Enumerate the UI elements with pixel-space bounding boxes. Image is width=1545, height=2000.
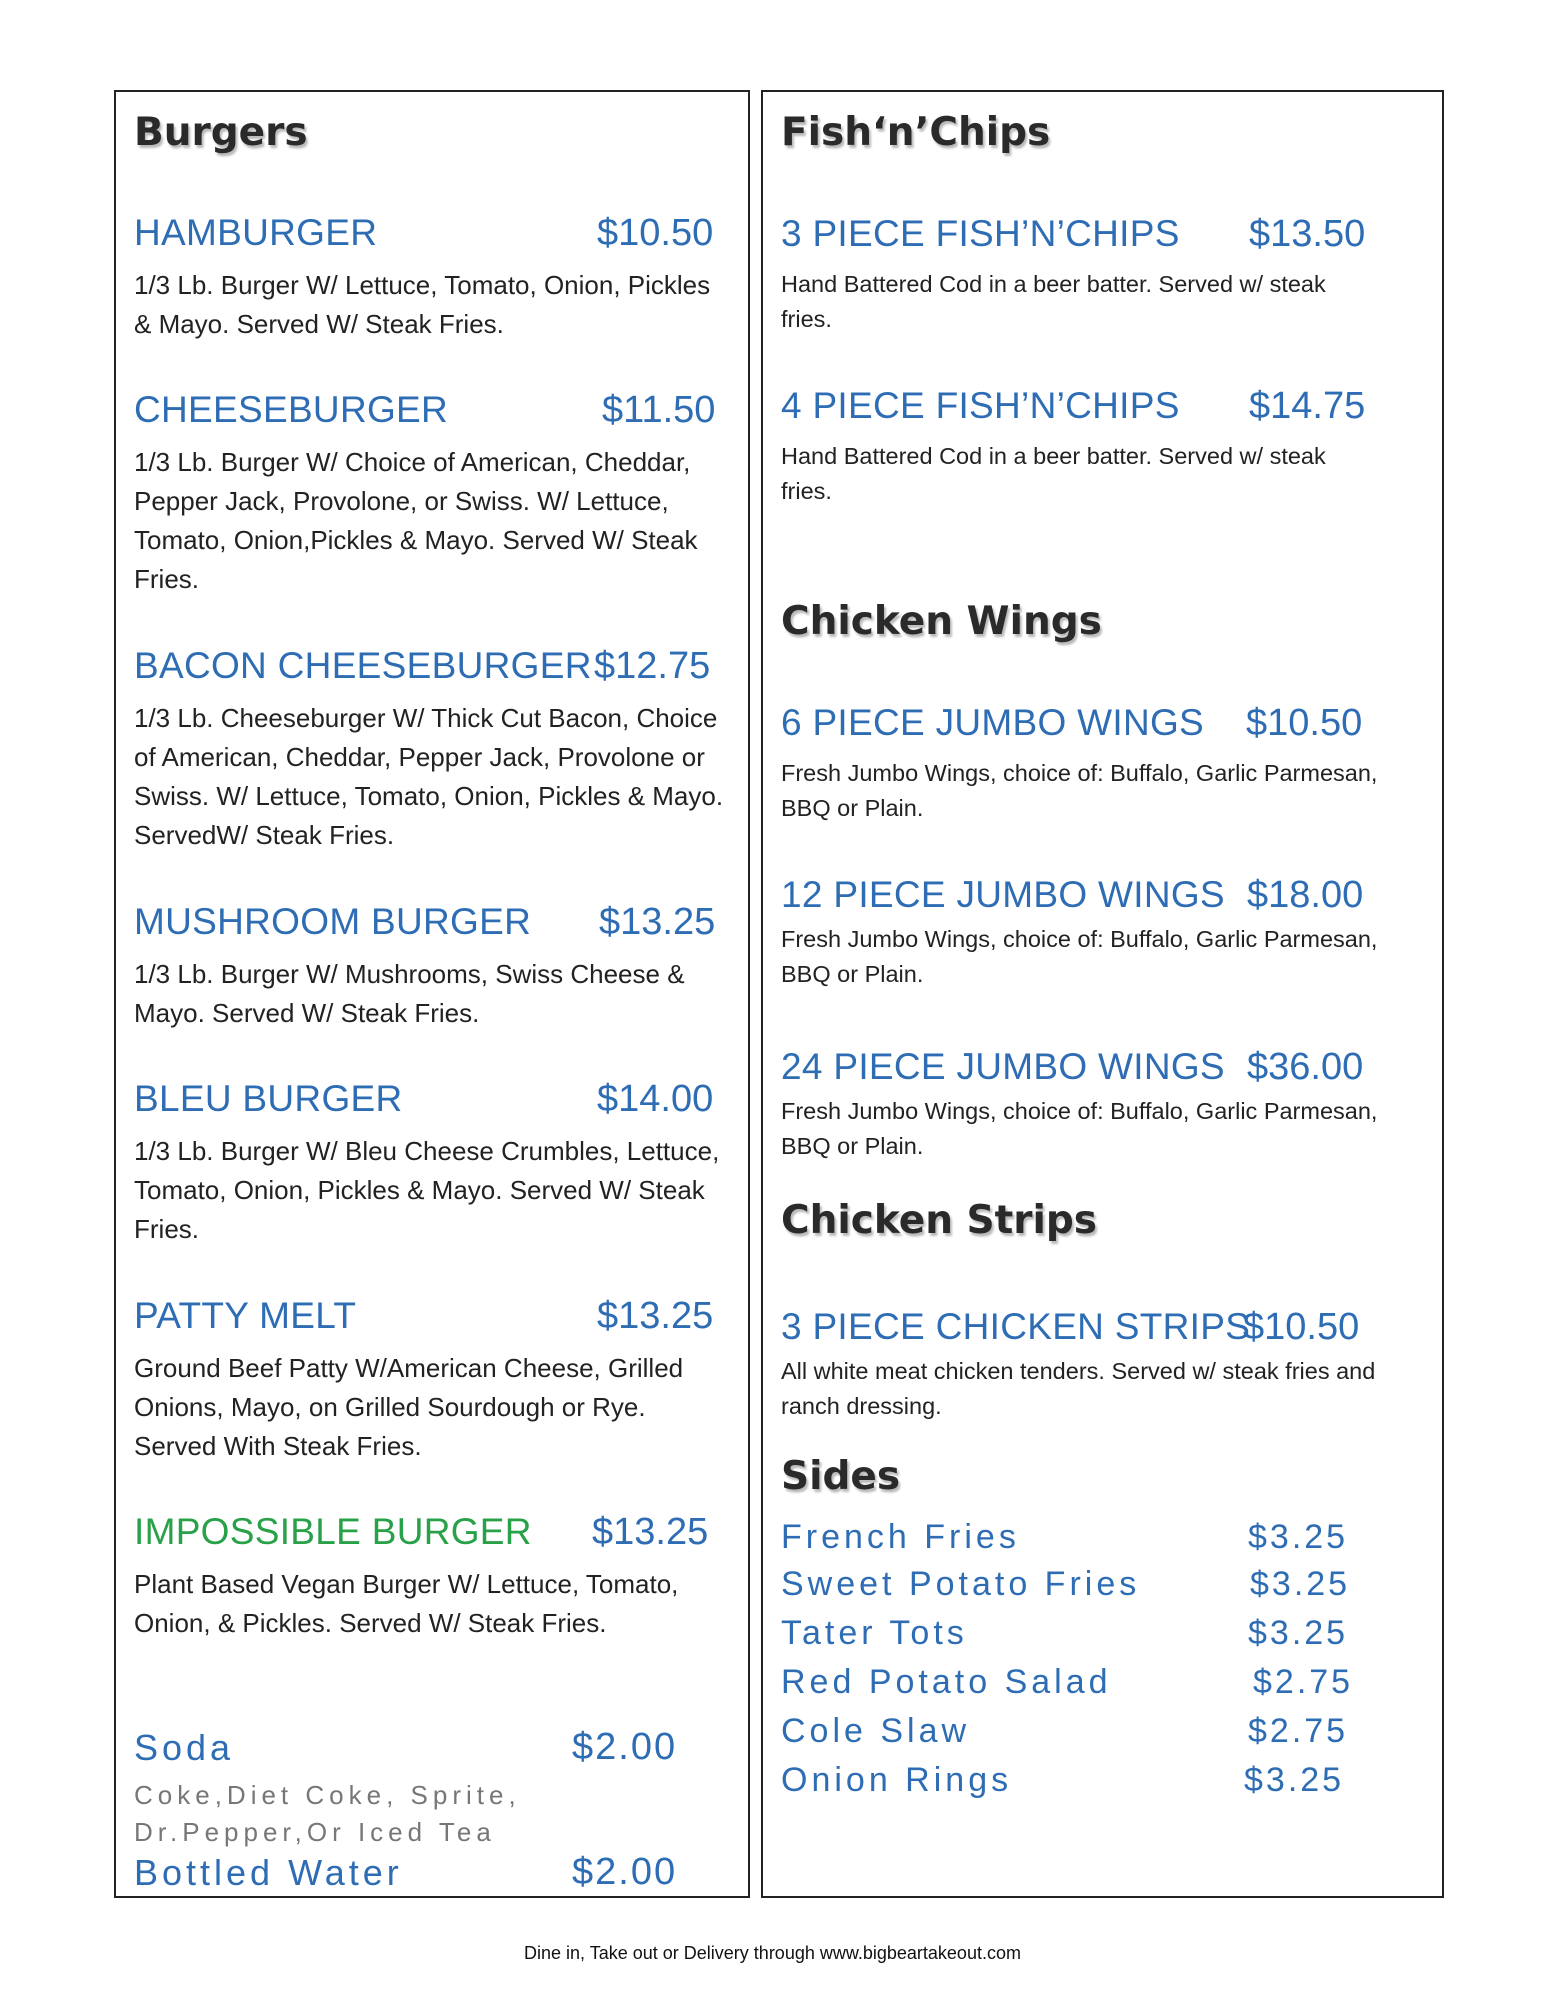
item-price: $36.00 [1247, 1046, 1364, 1088]
menu-item-mushroom-burger [134, 901, 734, 1033]
section-title-sides: Sides [781, 1454, 901, 1499]
right-menu-panel [761, 90, 1444, 1898]
item-price: $14.00 [597, 1078, 714, 1120]
section-title-chicken-wings: Chicken Wings [781, 599, 1102, 644]
item-description: Plant Based Vegan Burger W/ Lettuce, Tomato, Onion, & Pickles. Served W/ Steak Fries. [134, 1569, 679, 1638]
item-description: Ground Beef Patty W/American Cheese, Grilled Onions, Mayo, on Grilled Sourdough or Rye. Served With Steak Fries. [134, 1353, 684, 1461]
side-name: French Fries [781, 1518, 1020, 1556]
menu-item-6-piece-wings [781, 702, 1428, 826]
item-price: $11.50 [602, 389, 716, 431]
side-name: Sweet Potato Fries [781, 1565, 1141, 1603]
item-name: MUSHROOM BURGER [134, 901, 532, 942]
item-price: $13.50 [1249, 213, 1366, 255]
section-title-burgers: Burgers [134, 110, 308, 155]
item-description: 1/3 Lb. Burger W/ Bleu Cheese Crumbles, Lettuce, Tomato, Onion, Pickles & Mayo. Served W/ Steak Fries. [134, 1136, 720, 1244]
side-name: Red Potato Salad [781, 1663, 1112, 1701]
item-description: All white meat chicken tenders. Served w/ steak fries and ranch dressing. [781, 1358, 1376, 1419]
item-name: 3 PIECE CHICKEN STRIPS [781, 1306, 1251, 1347]
item-price: $18.00 [1247, 874, 1364, 916]
drink-price-soda: $2.00 [572, 1726, 678, 1768]
item-name: PATTY MELT [134, 1295, 357, 1336]
menu-item-bleu-burger [134, 1078, 734, 1249]
item-name: HAMBURGER [134, 212, 378, 253]
side-name: Onion Rings [781, 1761, 1013, 1799]
menu-item-4-piece-fish [781, 385, 1428, 509]
item-description: 1/3 Lb. Cheeseburger W/ Thick Cut Bacon, Choice of American, Cheddar, Pepper Jack, Provolone or Swiss. W/ Lettuce, Tomato, Onion, Pickles & Mayo. ServedW/ Steak Fries. [134, 703, 724, 850]
menu-item-cheeseburger [134, 389, 734, 599]
drink-description: Coke,Diet Coke, Sprite, [134, 1780, 521, 1810]
item-price: $10.50 [1246, 702, 1363, 744]
item-name: BACON CHEESEBURGER [134, 645, 592, 686]
menu-item-hamburger [134, 212, 734, 344]
item-price: $12.75 [594, 645, 711, 687]
item-name: 24 PIECE JUMBO WINGS [781, 1046, 1225, 1087]
side-price: $3.25 [1244, 1761, 1345, 1799]
item-name: 4 PIECE FISH’N’CHIPS [781, 385, 1180, 426]
section-title-fish-n-chips: Fish‘n’Chips [781, 110, 1051, 155]
drink-name-bottled-water: Bottled Water [134, 1852, 403, 1893]
drink-description: Dr.Pepper,Or Iced Tea [134, 1817, 496, 1847]
menu-item-bacon-cheeseburger [134, 645, 734, 855]
side-price: $3.25 [1248, 1614, 1349, 1652]
menu-item-12-piece-wings [781, 874, 1428, 992]
item-description: Fresh Jumbo Wings, choice of: Buffalo, Garlic Parmesan, BBQ or Plain. [781, 1098, 1378, 1159]
side-price: $3.25 [1250, 1565, 1351, 1603]
item-price: $10.50 [597, 212, 714, 254]
side-name: Tater Tots [781, 1614, 968, 1652]
item-description: 1/3 Lb. Burger W/ Mushrooms, Swiss Cheese & Mayo. Served W/ Steak Fries. [134, 959, 685, 1028]
drink-name-soda: Soda [134, 1727, 235, 1768]
menu-item-patty-melt [134, 1295, 734, 1466]
item-price: $13.25 [592, 1511, 709, 1553]
item-description: 1/3 Lb. Burger W/ Choice of American, Cheddar, Pepper Jack, Provolone, or Swiss. W/ Lettuce, Tomato, Onion,Pickles & Mayo. Served W/ Steak Fries. [134, 447, 698, 594]
item-description: Hand Battered Cod in a beer batter. Served w/ steak fries. [781, 443, 1326, 504]
item-description: Fresh Jumbo Wings, choice of: Buffalo, Garlic Parmesan, BBQ or Plain. [781, 760, 1378, 821]
item-price: $10.50 [1243, 1306, 1360, 1348]
side-price: $3.25 [1248, 1518, 1349, 1556]
footer-delivery-note: Dine in, Take out or Delivery through www.bigbeartakeout.com [524, 1943, 1021, 1963]
menu-item-3-piece-strips [781, 1306, 1428, 1424]
side-name: Cole Slaw [781, 1712, 971, 1750]
item-name: 12 PIECE JUMBO WINGS [781, 874, 1225, 915]
item-description: Hand Battered Cod in a beer batter. Served w/ steak fries. [781, 271, 1326, 332]
item-description: Fresh Jumbo Wings, choice of: Buffalo, Garlic Parmesan, BBQ or Plain. [781, 926, 1378, 987]
section-title-chicken-strips: Chicken Strips [781, 1198, 1098, 1243]
item-price: $14.75 [1249, 385, 1366, 427]
menu-item-impossible-burger [134, 1511, 734, 1643]
item-name: BLEU BURGER [134, 1078, 403, 1119]
menu-item-3-piece-fish [781, 213, 1428, 337]
item-name: CHEESEBURGER [134, 389, 449, 430]
side-price: $2.75 [1253, 1663, 1354, 1701]
drink-price-bottled-water: $2.00 [572, 1851, 678, 1893]
item-name: IMPOSSIBLE BURGER [134, 1511, 532, 1552]
item-price: $13.25 [597, 1295, 714, 1337]
left-menu-panel [114, 90, 750, 1898]
item-price: $13.25 [599, 901, 716, 943]
item-name: 3 PIECE FISH’N’CHIPS [781, 213, 1180, 254]
item-description: 1/3 Lb. Burger W/ Lettuce, Tomato, Onion, Pickles & Mayo. Served W/ Steak Fries. [134, 270, 711, 339]
menu-item-24-piece-wings [781, 1046, 1428, 1164]
item-name: 6 PIECE JUMBO WINGS [781, 702, 1205, 743]
side-price: $2.75 [1248, 1712, 1349, 1750]
